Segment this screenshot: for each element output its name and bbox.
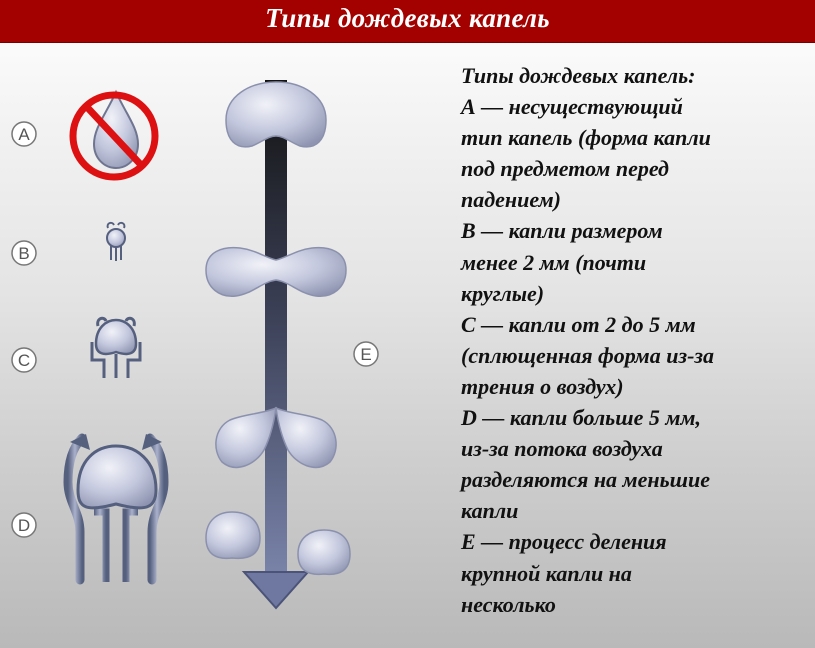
- desc-line: менее 2 мм (почти: [461, 249, 647, 275]
- desc-line: Типы дождевых капель:: [461, 63, 696, 88]
- desc-line: под предметом перед: [461, 156, 669, 182]
- desc-line: D — капли больше 5 мм,: [461, 405, 701, 431]
- drop-c-flattened: [92, 318, 140, 378]
- down-arrow-icon: [244, 572, 308, 608]
- label-e: E: [360, 345, 372, 364]
- label-b-badge: [12, 241, 36, 265]
- label-d-badge: [12, 513, 36, 537]
- desc-line: Е — процесс деления: [461, 529, 667, 555]
- label-a-badge: [12, 122, 36, 146]
- drop-a-prohibited: [73, 92, 155, 177]
- label-b: B: [18, 244, 30, 263]
- drop-b-small: [107, 223, 125, 261]
- desc-line: В — капли размером: [461, 218, 663, 244]
- desc-line: (сплющенная форма из-за: [461, 342, 714, 368]
- desc-line: падением): [461, 187, 561, 213]
- label-c: C: [17, 351, 31, 370]
- label-c-badge: [12, 348, 36, 372]
- desc-line: тип капель (форма капли: [461, 125, 711, 151]
- description-text: [461, 60, 811, 620]
- desc-line: круглые): [461, 280, 545, 306]
- page-title: Типы дождевых капель: [265, 3, 550, 33]
- raindrop-diagram: [0, 42, 455, 648]
- drop-d-large: [68, 434, 164, 582]
- desc-line: капли: [461, 498, 519, 524]
- desc-line: несколько: [461, 591, 556, 617]
- desc-line: А — несуществующий: [461, 94, 683, 120]
- split-process-e: [206, 80, 350, 608]
- desc-line: из-за потока воздуха: [461, 436, 663, 462]
- label-d: D: [17, 516, 31, 535]
- desc-line: крупной капли на: [461, 560, 632, 586]
- fall-arrow-shaft: [265, 88, 287, 578]
- desc-line: трения о воздух): [461, 373, 624, 399]
- stage-drop-left: [206, 512, 260, 558]
- desc-line: разделяются на меньшие: [461, 467, 710, 493]
- title-bar: [0, 0, 815, 43]
- label-a: A: [18, 125, 30, 144]
- desc-line: С — капли от 2 до 5 мм: [461, 311, 696, 337]
- stage-drop-right: [298, 530, 350, 574]
- label-e-badge: [354, 342, 378, 366]
